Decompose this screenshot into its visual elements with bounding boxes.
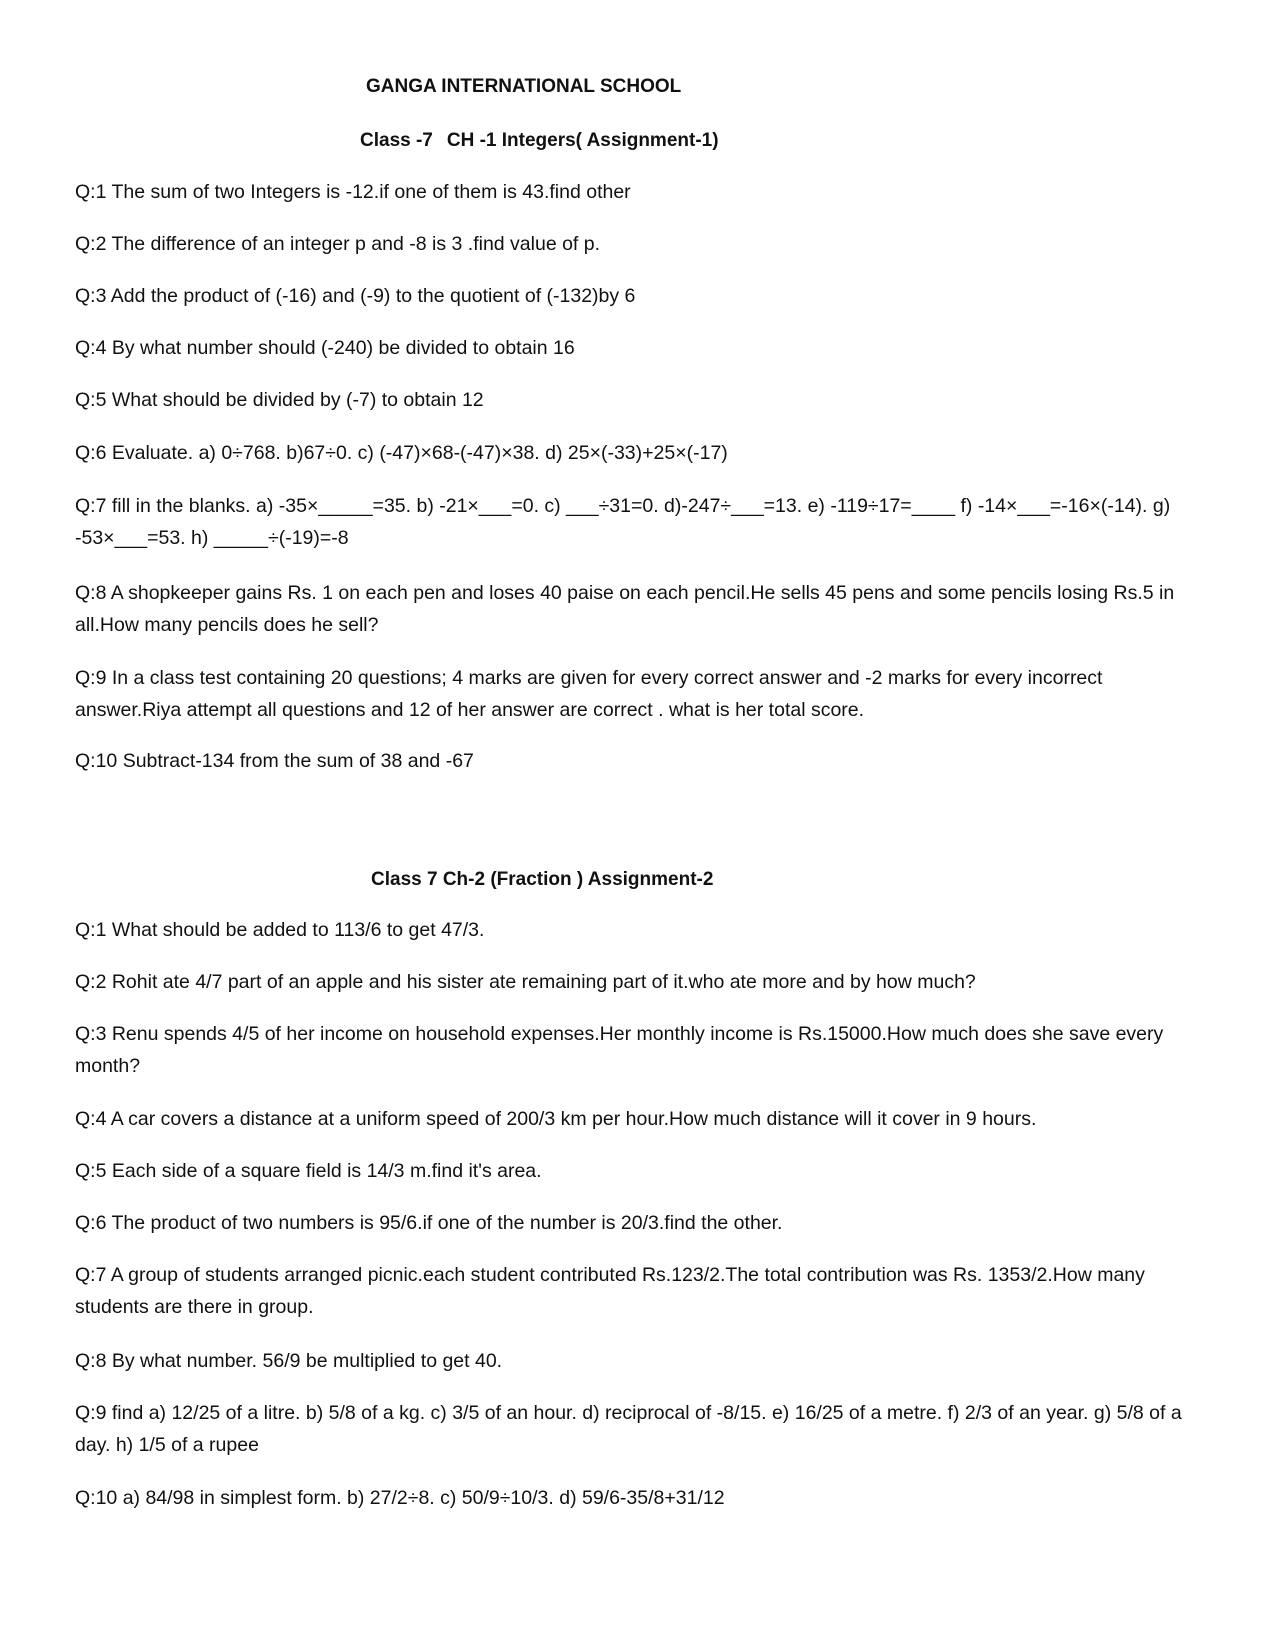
assignment-1-title [360, 130, 719, 152]
school-name: GANGA INTERNATIONAL SCHOOL [366, 76, 682, 97]
a2-question-9: Q:9 find a) 12/25 of a litre. b) 5/8 of a kg. c) 3/5 of an hour. d) reciprocal of -8/15. e) 16/25 of a metre. f) 2/3 of an year. g) 5/8 of a day. h) 1/5 of a rupee [75, 1402, 1182, 1456]
a1-question-6: Q:6 Evaluate. a) 0÷768. b)67÷0. c) (-47)×68-(-47)×38. d) 25×(-33)+25×(-17) [75, 442, 728, 464]
a2-question-4: Q:4 A car covers a distance at a uniform speed of 200/3 km per hour.How much distance will it cover in 9 hours. [75, 1108, 1037, 1130]
a1-question-8: Q:8 A shopkeeper gains Rs. 1 on each pen and loses 40 paise on each pencil.He sells 45 pens and some pencils losing Rs.5 in all.How many pencils does he sell? [75, 582, 1175, 636]
a2-question-10: Q:10 a) 84/98 in simplest form. b) 27/2÷8. c) 50/9÷10/3. d) 59/6-35/8+31/12 [75, 1487, 725, 1509]
a1-question-1: Q:1 The sum of two Integers is -12.if one of them is 43.find other [75, 181, 631, 203]
assignment-1-chapter-title: CH -1 Integers( Assignment-1) [446, 130, 719, 151]
a2-question-7: Q:7 A group of students arranged picnic.each student contributed Rs.123/2.The total contribution was Rs. 1353/2.How many students are there in group. [75, 1264, 1145, 1318]
a2-question-8: Q:8 By what number. 56/9 be multiplied to get 40. [75, 1350, 503, 1372]
a1-question-4: Q:4 By what number should (-240) be divided to obtain 16 [75, 337, 575, 359]
a1-question-2: Q:2 The difference of an integer p and -8 is 3 .find value of p. [75, 233, 601, 255]
a2-question-1: Q:1 What should be added to 113/6 to get 47/3. [75, 919, 485, 941]
a2-question-3: Q:3 Renu spends 4/5 of her income on household expenses.Her monthly income is Rs.15000.How much does she save every month? [75, 1023, 1164, 1077]
a2-question-6: Q:6 The product of two numbers is 95/6.if one of the number is 20/3.find the other. [75, 1212, 783, 1234]
a1-question-5: Q:5 What should be divided by (-7) to obtain 12 [75, 389, 484, 411]
a1-question-7: Q:7 fill in the blanks. a) -35×_____=35. b) -21×___=0. c) ___÷31=0. d)-247÷___=13. e) -119÷17=____ f) -14×___=-16×(-14). g) -53×___=53. h) _____÷(-19)=-8 [75, 495, 1171, 549]
a1-question-10: Q:10 Subtract-134 from the sum of 38 and -67 [75, 750, 474, 772]
a2-question-2: Q:2 Rohit ate 4/7 part of an apple and his sister ate remaining part of it.who ate more and by how much? [75, 971, 976, 993]
a1-question-9: Q:9 In a class test containing 20 questions; 4 marks are given for every correct answer and -2 marks for every incorrect answer.Riya attempt all questions and 12 of her answer are correct . what is her total score. [75, 667, 1103, 721]
a2-question-5: Q:5 Each side of a square field is 14/3 m.find it's area. [75, 1160, 542, 1182]
assignment-2-title: Class 7 Ch-2 (Fraction ) Assignment-2 [371, 869, 714, 890]
assignment-1-class-label: Class -7 [360, 130, 433, 151]
a1-question-3: Q:3 Add the product of (-16) and (-9) to the quotient of (-132)by 6 [75, 285, 636, 307]
